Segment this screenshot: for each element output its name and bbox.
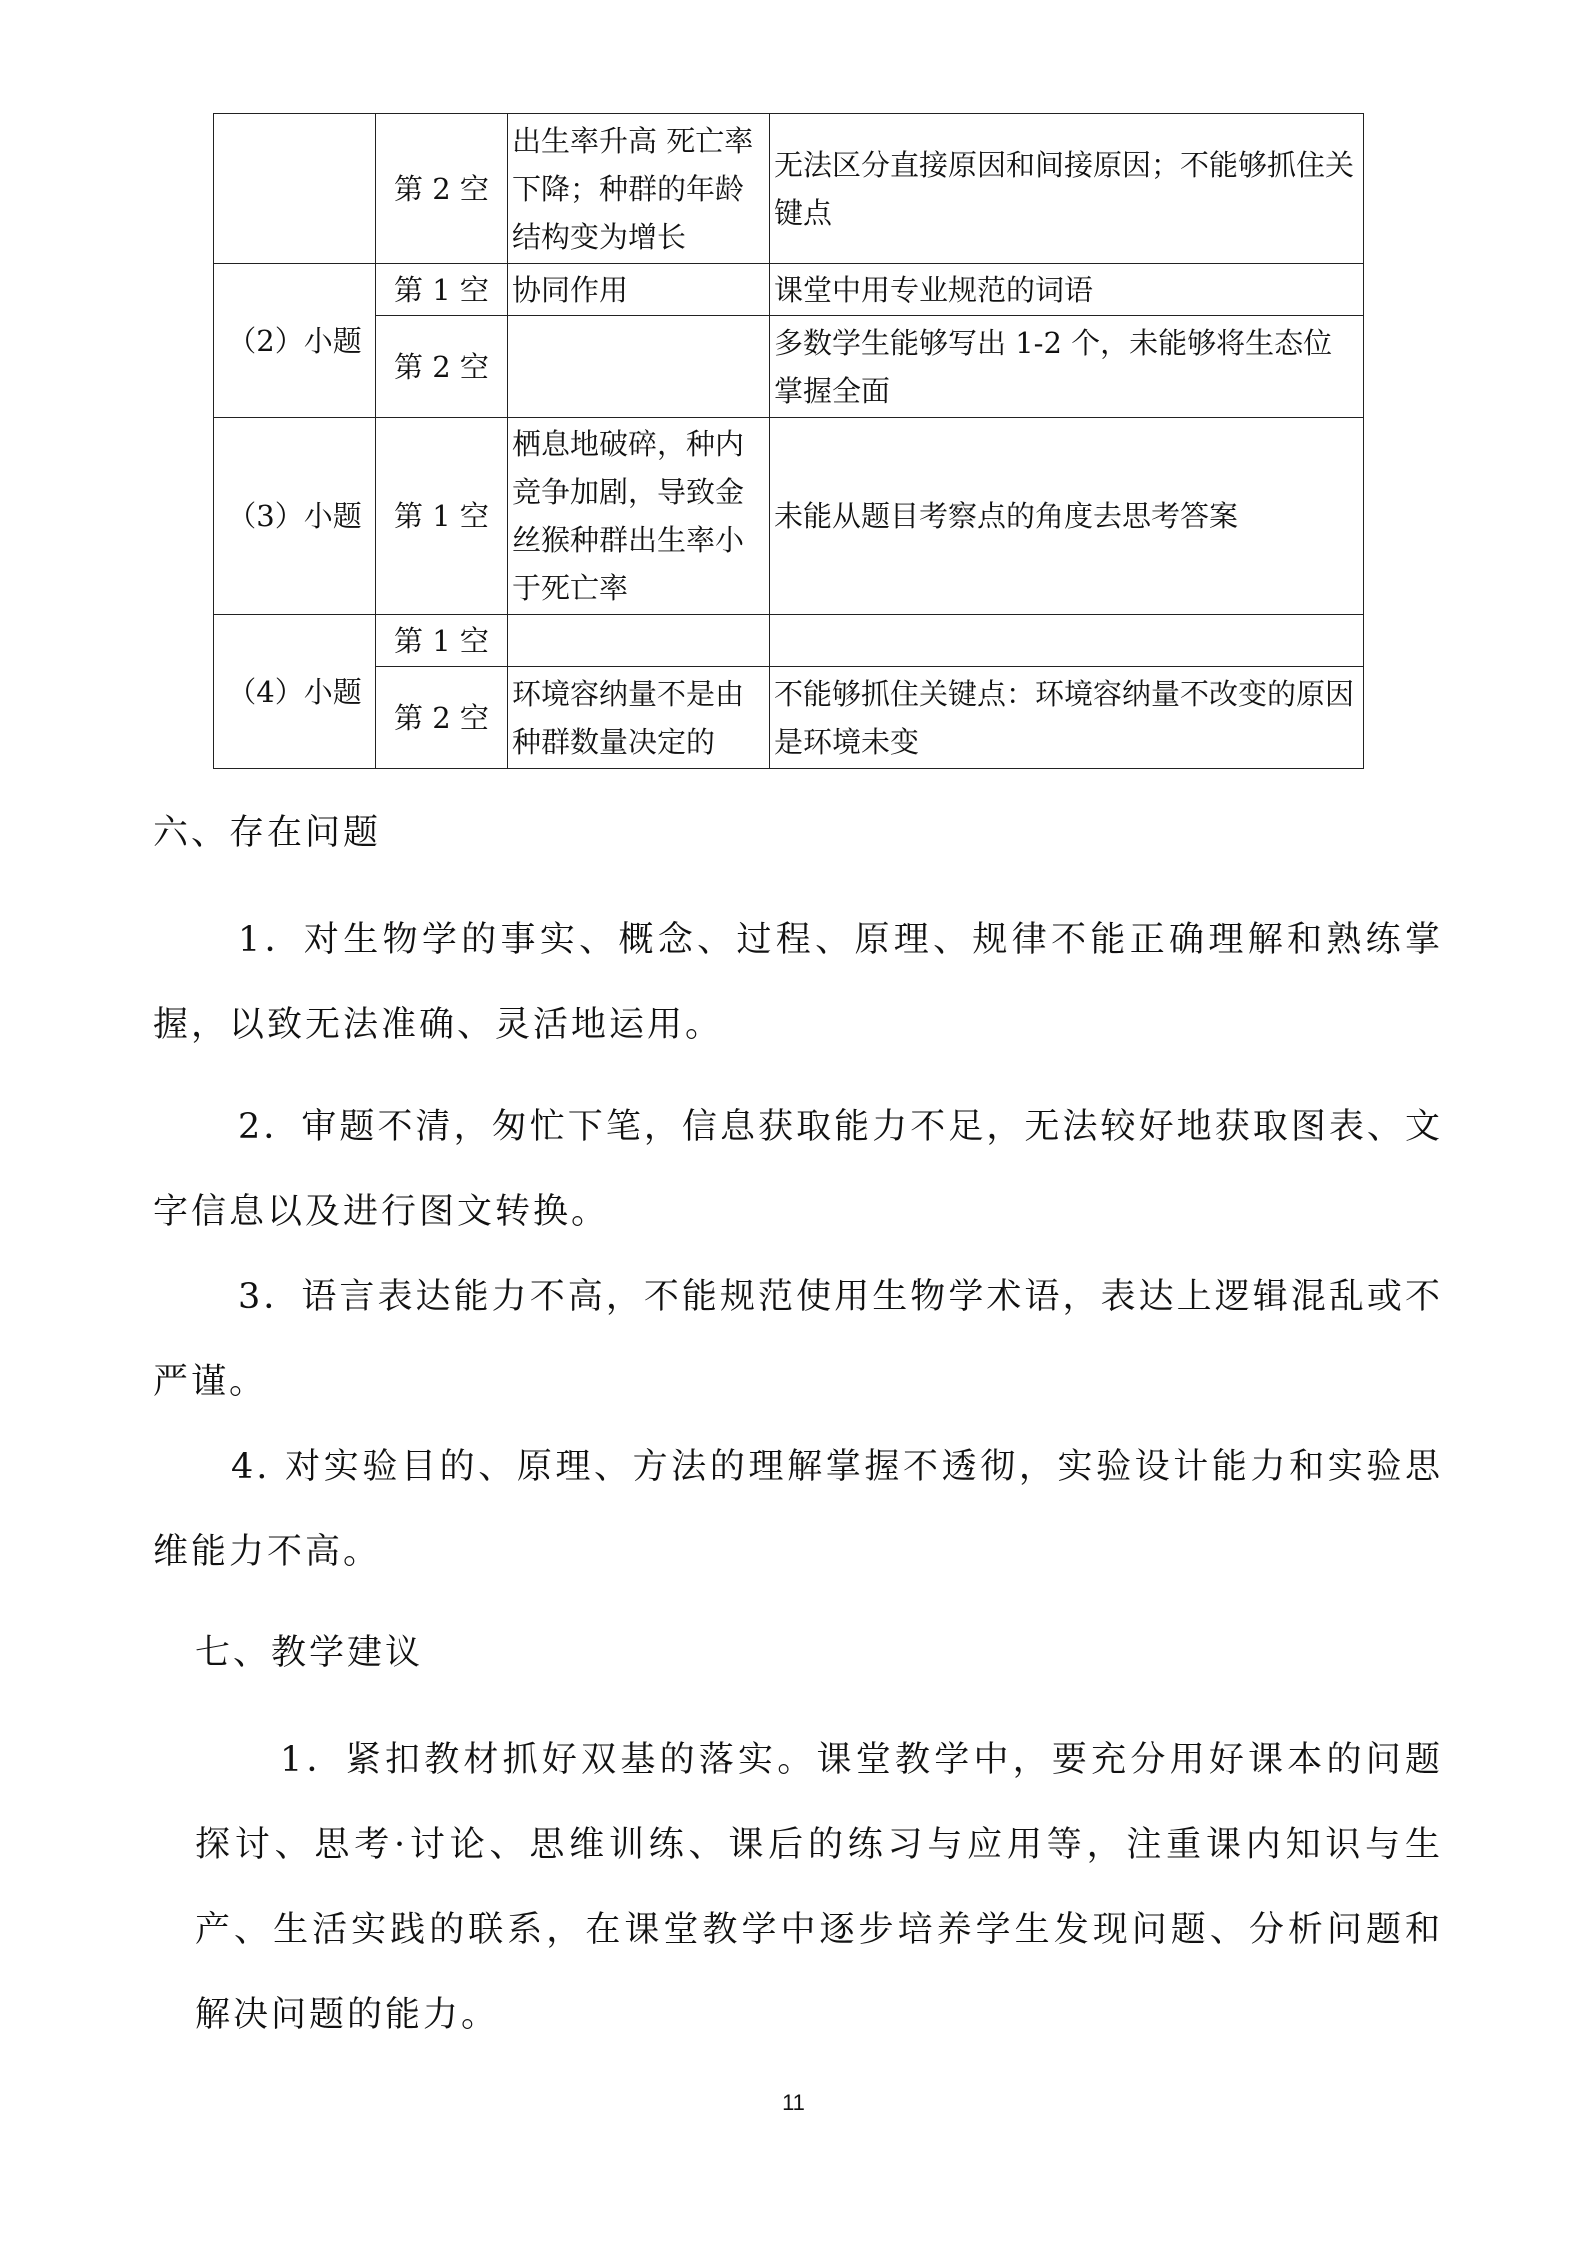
suggestion-item-1: 1．紧扣教材抓好双基的落实。课堂教学中，要充分用好课本的问题探讨、思考·讨论、思维训练、课后的练习与应用等，注重课内知识与生产、生活实践的联系，在课堂教学中逐步培养学生发现问题、分析问题和解决问题的能力。: [195, 1740, 1443, 2035]
table-cell-blank: 第 1 空: [376, 264, 508, 316]
table-cell-answer: [508, 316, 770, 418]
table-cell-answer: 栖息地破碎，种内竞争加剧，导致金丝猴种群出生率小于死亡率: [508, 418, 770, 615]
section-heading-suggestions: 七、教学建议: [195, 1633, 424, 1673]
table-cell-blank: 第 2 空: [376, 316, 508, 418]
table-cell-answer: 协同作用: [508, 264, 770, 316]
table-cell-analysis: 课堂中用专业规范的词语: [770, 264, 1364, 316]
table-cell-analysis: 多数学生能够写出 1-2 个，未能够将生态位掌握全面: [770, 316, 1364, 418]
table-cell-answer: 环境容纳量不是由种群数量决定的: [508, 667, 770, 769]
problem-item-2: 2．审题不清，匆忙下笔，信息获取能力不足，无法较好地获取图表、文字信息以及进行图文转换。: [153, 1107, 1443, 1232]
problem-item-3: 3．语言表达能力不高，不能规范使用生物学术语，表达上逻辑混乱或不严谨。: [153, 1277, 1443, 1402]
page-number: 11: [782, 2090, 805, 2115]
table-cell-answer: 出生率升高 死亡率下降；种群的年龄结构变为增长: [508, 114, 770, 264]
table-cell-blank: 第 1 空: [376, 615, 508, 667]
table-row: [214, 264, 1364, 316]
table-cell-blank: 第 1 空: [376, 418, 508, 615]
table-row: [214, 615, 1364, 667]
problem-item-4: 4. 对实验目的、原理、方法的理解掌握不透彻，实验设计能力和实验思维能力不高。: [153, 1447, 1443, 1572]
table-row: [214, 667, 1364, 769]
table-cell-analysis: 不能够抓住关键点：环境容纳量不改变的原因是环境未变: [770, 667, 1364, 769]
table-row: [214, 418, 1364, 615]
table-cell-analysis: 无法区分直接原因和间接原因；不能够抓住关键点: [770, 114, 1364, 264]
table-cell-group: （4）小题: [214, 615, 376, 769]
table-cell-analysis: 未能从题目考察点的角度去思考答案: [770, 418, 1364, 615]
table-row: [214, 114, 1364, 264]
section-heading-problems: 六、存在问题: [153, 813, 382, 853]
table-cell-group: [214, 114, 376, 264]
table-cell-group: （3）小题: [214, 418, 376, 615]
table-cell-blank: 第 2 空: [376, 114, 508, 264]
answer-analysis-table: [213, 113, 1364, 769]
table-row: [214, 316, 1364, 418]
table-cell-analysis: [770, 615, 1364, 667]
table-cell-blank: 第 2 空: [376, 667, 508, 769]
table-cell-group: （2）小题: [214, 264, 376, 418]
problem-item-1: 1．对生物学的事实、概念、过程、原理、规律不能正确理解和熟练掌握，以致无法准确、灵活地运用。: [153, 920, 1443, 1045]
table-cell-answer: [508, 615, 770, 667]
